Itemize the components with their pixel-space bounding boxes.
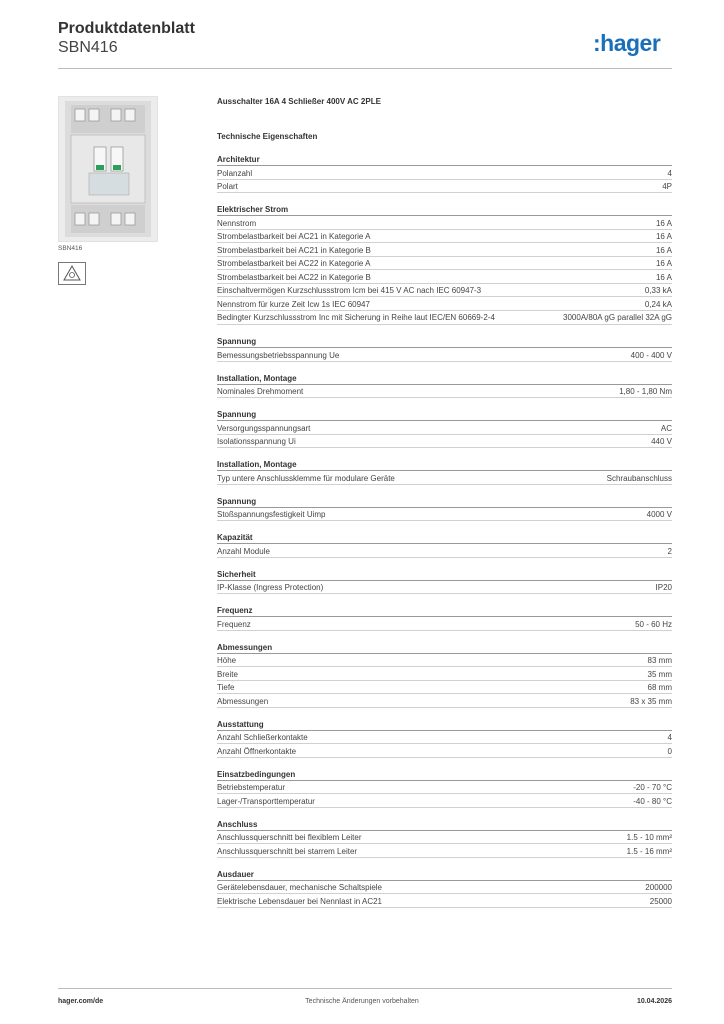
spec-row xyxy=(217,508,672,522)
spec-group xyxy=(217,532,672,558)
spec-row xyxy=(217,297,672,311)
product-code: SBN416 xyxy=(58,39,118,56)
spec-label: Elektrische Lebensdauer bei Nennlast in AC21 xyxy=(217,896,382,906)
spec-value: 1.5 - 16 mm² xyxy=(626,846,672,856)
spec-group xyxy=(217,569,672,595)
spec-group xyxy=(217,819,672,858)
header-divider xyxy=(58,68,672,69)
spec-value: 35 mm xyxy=(647,669,672,679)
spec-row xyxy=(217,781,672,795)
switch-device-illustration xyxy=(59,97,157,241)
spec-row xyxy=(217,243,672,257)
spec-label: Frequenz xyxy=(217,619,251,629)
spec-value: 83 mm xyxy=(647,656,672,665)
footer-date: 10.04.2026 xyxy=(636,998,672,1005)
spec-value: 0 xyxy=(667,746,672,756)
spec-row xyxy=(217,681,672,695)
spec-label: Polart xyxy=(217,182,238,191)
spec-value: -40 - 80 °C xyxy=(633,796,672,806)
spec-group xyxy=(217,642,672,708)
spec-label: Betriebstemperatur xyxy=(217,783,286,792)
spec-row xyxy=(217,257,672,271)
spec-row xyxy=(217,284,672,298)
spec-value: 16 A xyxy=(655,245,672,255)
spec-groups xyxy=(217,154,672,908)
spec-value: 4000 V xyxy=(646,510,672,519)
spec-group xyxy=(217,409,672,448)
spec-group-title: Ausdauer xyxy=(217,869,672,881)
spec-row xyxy=(217,654,672,668)
spec-row xyxy=(217,348,672,362)
spec-group-title: Abmessungen xyxy=(217,642,672,654)
spec-label: IP-Klasse (Ingress Protection) xyxy=(217,583,324,592)
spec-label: Breite xyxy=(217,669,238,679)
spec-row xyxy=(217,731,672,745)
spec-value: 0,24 kA xyxy=(644,299,672,309)
spec-value: 16 A xyxy=(655,232,672,241)
spec-value: IP20 xyxy=(655,583,672,592)
spec-row xyxy=(217,385,672,399)
spec-group xyxy=(217,605,672,631)
hager-logo-text: :hager xyxy=(593,30,661,56)
spec-group-title: Elektrischer Strom xyxy=(217,204,672,216)
spec-label: Abmessungen xyxy=(217,696,269,706)
spec-label: Strombelastbarkeit bei AC22 in Kategorie A xyxy=(217,259,371,268)
spec-label: Anzahl Module xyxy=(217,546,270,556)
spec-row xyxy=(217,794,672,808)
certification-icon xyxy=(58,262,86,285)
spec-row xyxy=(217,471,672,485)
spec-group xyxy=(217,769,672,808)
spec-group xyxy=(217,373,672,399)
spec-value: 4 xyxy=(667,733,672,742)
spec-label: Nennstrom für kurze Zeit Icw 1s IEC 60947 xyxy=(217,299,370,309)
footer-divider xyxy=(58,988,672,989)
spec-value: 400 - 400 V xyxy=(630,350,672,360)
spec-row xyxy=(217,435,672,449)
spec-group xyxy=(217,719,672,758)
spec-label: Anzahl Öffnerkontakte xyxy=(217,746,297,756)
spec-label: Isolationsspannung Ui xyxy=(217,437,296,446)
spec-row xyxy=(217,744,672,758)
spec-value: 1,80 - 1,80 Nm xyxy=(619,387,672,396)
hager-logo xyxy=(593,29,673,57)
spec-label: Höhe xyxy=(217,656,237,665)
spec-label: Nominales Drehmoment xyxy=(217,387,304,396)
spec-row xyxy=(217,894,672,908)
spec-row xyxy=(217,230,672,244)
spec-row xyxy=(217,311,672,326)
spec-group-title: Installation, Montage xyxy=(217,459,672,471)
spec-row xyxy=(217,216,672,230)
spec-row xyxy=(217,667,672,681)
spec-row xyxy=(217,544,672,558)
spec-label: Versorgungsspannungsart xyxy=(217,423,311,433)
spec-label: Anschlussquerschnitt bei starrem Leiter xyxy=(217,846,358,856)
spec-row xyxy=(217,180,672,194)
spec-value: 16 A xyxy=(655,259,672,268)
spec-row xyxy=(217,270,672,284)
spec-row xyxy=(217,166,672,180)
spec-value: 50 - 60 Hz xyxy=(635,619,672,629)
spec-group xyxy=(217,336,672,362)
page-title: Produktdatenblatt xyxy=(58,20,195,37)
spec-value: 3000A/80A gG parallel 32A gG xyxy=(563,313,672,322)
spec-group-title: Architektur xyxy=(217,154,672,166)
spec-value: 83 x 35 mm xyxy=(630,696,672,706)
spec-group xyxy=(217,459,672,485)
spec-label: Nennstrom xyxy=(217,218,257,228)
spec-label: Bedingter Kurzschlussstrom Inc mit Sicherung in Reihe laut IEC/EN 60669-2-4 xyxy=(217,313,495,322)
spec-group-title: Sicherheit xyxy=(217,569,672,581)
spec-label: Tiefe xyxy=(217,683,235,692)
spec-row xyxy=(217,881,672,895)
spec-value: 16 A xyxy=(655,272,672,282)
spec-label: Strombelastbarkeit bei AC21 in Kategorie A xyxy=(217,232,371,241)
spec-group xyxy=(217,204,672,325)
spec-value: 4 xyxy=(667,168,672,178)
spec-label: Lager-/Transporttemperatur xyxy=(217,796,315,806)
image-caption: SBN416 xyxy=(58,245,83,252)
spec-value: 2 xyxy=(667,546,672,556)
spec-label: Einschaltvermögen Kurzschlussstrom Icm bei 415 V AC nach IEC 60947-3 xyxy=(217,286,482,295)
section-heading: Technische Eigenschaften xyxy=(217,132,318,141)
spec-value: 0,33 kA xyxy=(644,286,672,295)
spec-row xyxy=(217,581,672,595)
footer-website: hager.com/de xyxy=(58,998,104,1005)
spec-label: Anzahl Schließerkontakte xyxy=(217,733,308,742)
spec-group xyxy=(217,496,672,522)
footer-notice: Technische Änderungen vorbehalten xyxy=(305,998,419,1005)
spec-label: Strombelastbarkeit bei AC22 in Kategorie B xyxy=(217,272,371,282)
spec-row xyxy=(217,617,672,631)
spec-value: 68 mm xyxy=(647,683,672,692)
main-content xyxy=(217,95,672,908)
spec-value: AC xyxy=(660,423,672,433)
spec-group-title: Anschluss xyxy=(217,819,672,831)
spec-value: 25000 xyxy=(649,896,672,906)
spec-value: Schraubanschluss xyxy=(606,473,672,483)
spec-group xyxy=(217,869,672,908)
spec-row xyxy=(217,844,672,858)
spec-group-title: Kapazität xyxy=(217,532,672,544)
spec-row xyxy=(217,831,672,845)
spec-value: 16 A xyxy=(655,218,672,228)
spec-value: 200000 xyxy=(645,883,672,892)
spec-group-title: Spannung xyxy=(217,336,672,348)
spec-value: -20 - 70 °C xyxy=(633,783,672,792)
spec-group xyxy=(217,154,672,193)
spec-label: Stoßspannungsfestigkeit Uimp xyxy=(217,510,326,519)
spec-label: Strombelastbarkeit bei AC21 in Kategorie B xyxy=(217,245,371,255)
spec-label: Polanzahl xyxy=(217,168,253,178)
product-image xyxy=(58,96,158,242)
product-title: Ausschalter 16A 4 Schließer 400V AC 2PLE xyxy=(217,97,381,106)
spec-label: Typ untere Anschlussklemme für modulare Geräte xyxy=(217,473,395,483)
spec-value: 1.5 - 10 mm² xyxy=(626,833,672,842)
spec-group-title: Einsatzbedingungen xyxy=(217,769,672,781)
spec-row xyxy=(217,694,672,708)
spec-group-title: Spannung xyxy=(217,409,672,421)
spec-group-title: Frequenz xyxy=(217,605,672,617)
spec-label: Anschlussquerschnitt bei flexiblem Leiter xyxy=(217,833,362,842)
spec-group-title: Ausstattung xyxy=(217,719,672,731)
spec-value: 440 V xyxy=(651,437,672,446)
spec-value: 4P xyxy=(662,182,672,191)
spec-group-title: Installation, Montage xyxy=(217,373,672,385)
spec-group-title: Spannung xyxy=(217,496,672,508)
spec-label: Bemessungsbetriebsspannung Ue xyxy=(217,350,340,360)
spec-label: Gerätelebensdauer, mechanische Schaltspiele xyxy=(217,883,382,892)
spec-row xyxy=(217,421,672,435)
